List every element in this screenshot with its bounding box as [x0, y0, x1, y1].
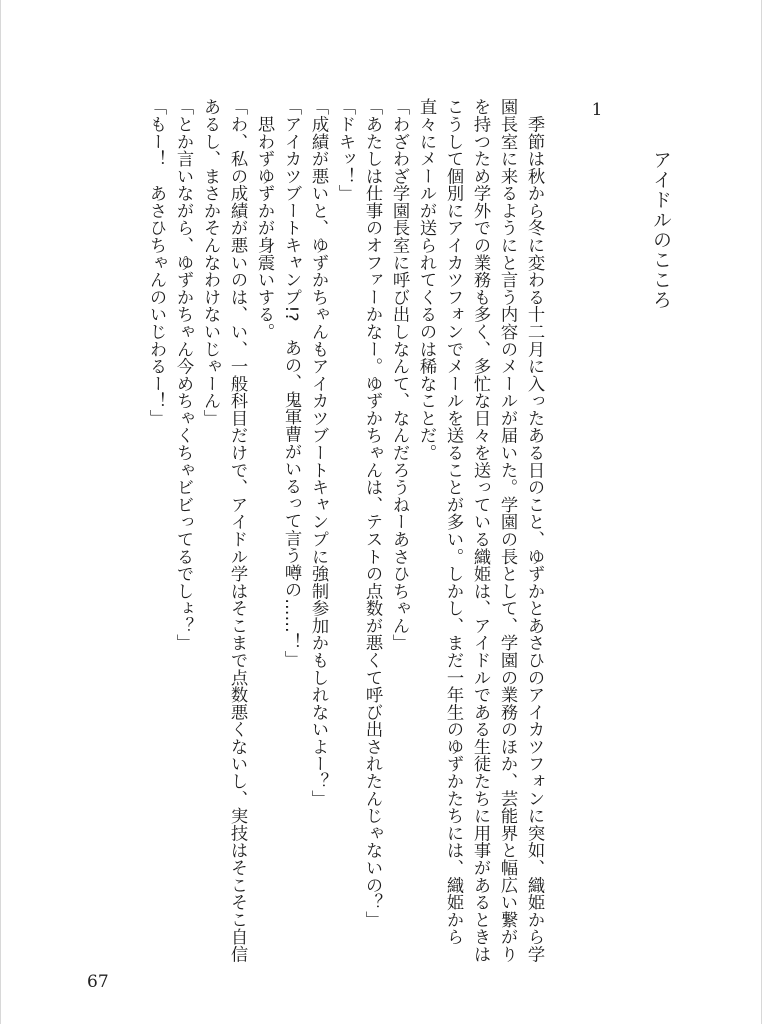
chapter-number: 1 [591, 100, 603, 120]
text-line: あるし、まさかそんなわけないじゃーん」 [200, 98, 220, 427]
text-line: を持つため学外での業務も多く、多忙な日々を送っている織姫は、アイドルである生徒たちに用事があるときは [470, 98, 490, 963]
text-line: 「ドキッ！」 [335, 98, 355, 202]
text-line: 思わずゆずかが身震いする。 [254, 98, 274, 341]
text-line: 「わざわざ学園長室に呼び出しなんて、なんだろうねーあさひちゃん」 [389, 98, 409, 652]
text-line: 園長室に来るようにと言う内容のメールが届いた。学園の長として、学園の業務のほか、芸能界と幅広い繋がり [497, 98, 517, 963]
text-line: 「とか言いながら、ゆずかちゃん今めちゃくちゃビビってるでしょ？」 [173, 98, 193, 652]
text-line: 季節は秋から冬に変わる十二月に入ったある日のこと、ゆずかとあさひのアイカツフォンに突如、織姫から学 [524, 98, 544, 963]
text-line: 「アイカツブートキャンプ!? あの、鬼軍曹がいるって言う噂の……！」 [281, 98, 301, 668]
text-line: 「あたしは仕事のオファーかなー。ゆずかちゃんは、テストの点数が悪くて呼び出されたんじゃないの？」 [362, 98, 382, 928]
text-line: 「もー！ あさひちゃんのいじわるー！」 [146, 98, 166, 427]
page-number: 67 [87, 972, 109, 992]
text-line: こうして個別にアイカツフォンでメールを送ることが多い。しかし、まだ一年生のゆずかたちには、織姫から [443, 98, 463, 946]
text-line: 「成績が悪いと、ゆずかちゃんもアイカツブートキャンプに強制参加かもしれないよー？」 [308, 98, 328, 807]
body-text [142, 98, 547, 963]
text-line: 「わ、私の成績が悪いのは、い、一般科目だけで、アイドル学はそこまで点数悪くないし、実技はそこそこ自信 [227, 98, 247, 963]
chapter-title: アイドルのこころ [650, 150, 672, 310]
text-line: 直々にメールが送られてくるのは稀なことだ。 [416, 98, 436, 462]
